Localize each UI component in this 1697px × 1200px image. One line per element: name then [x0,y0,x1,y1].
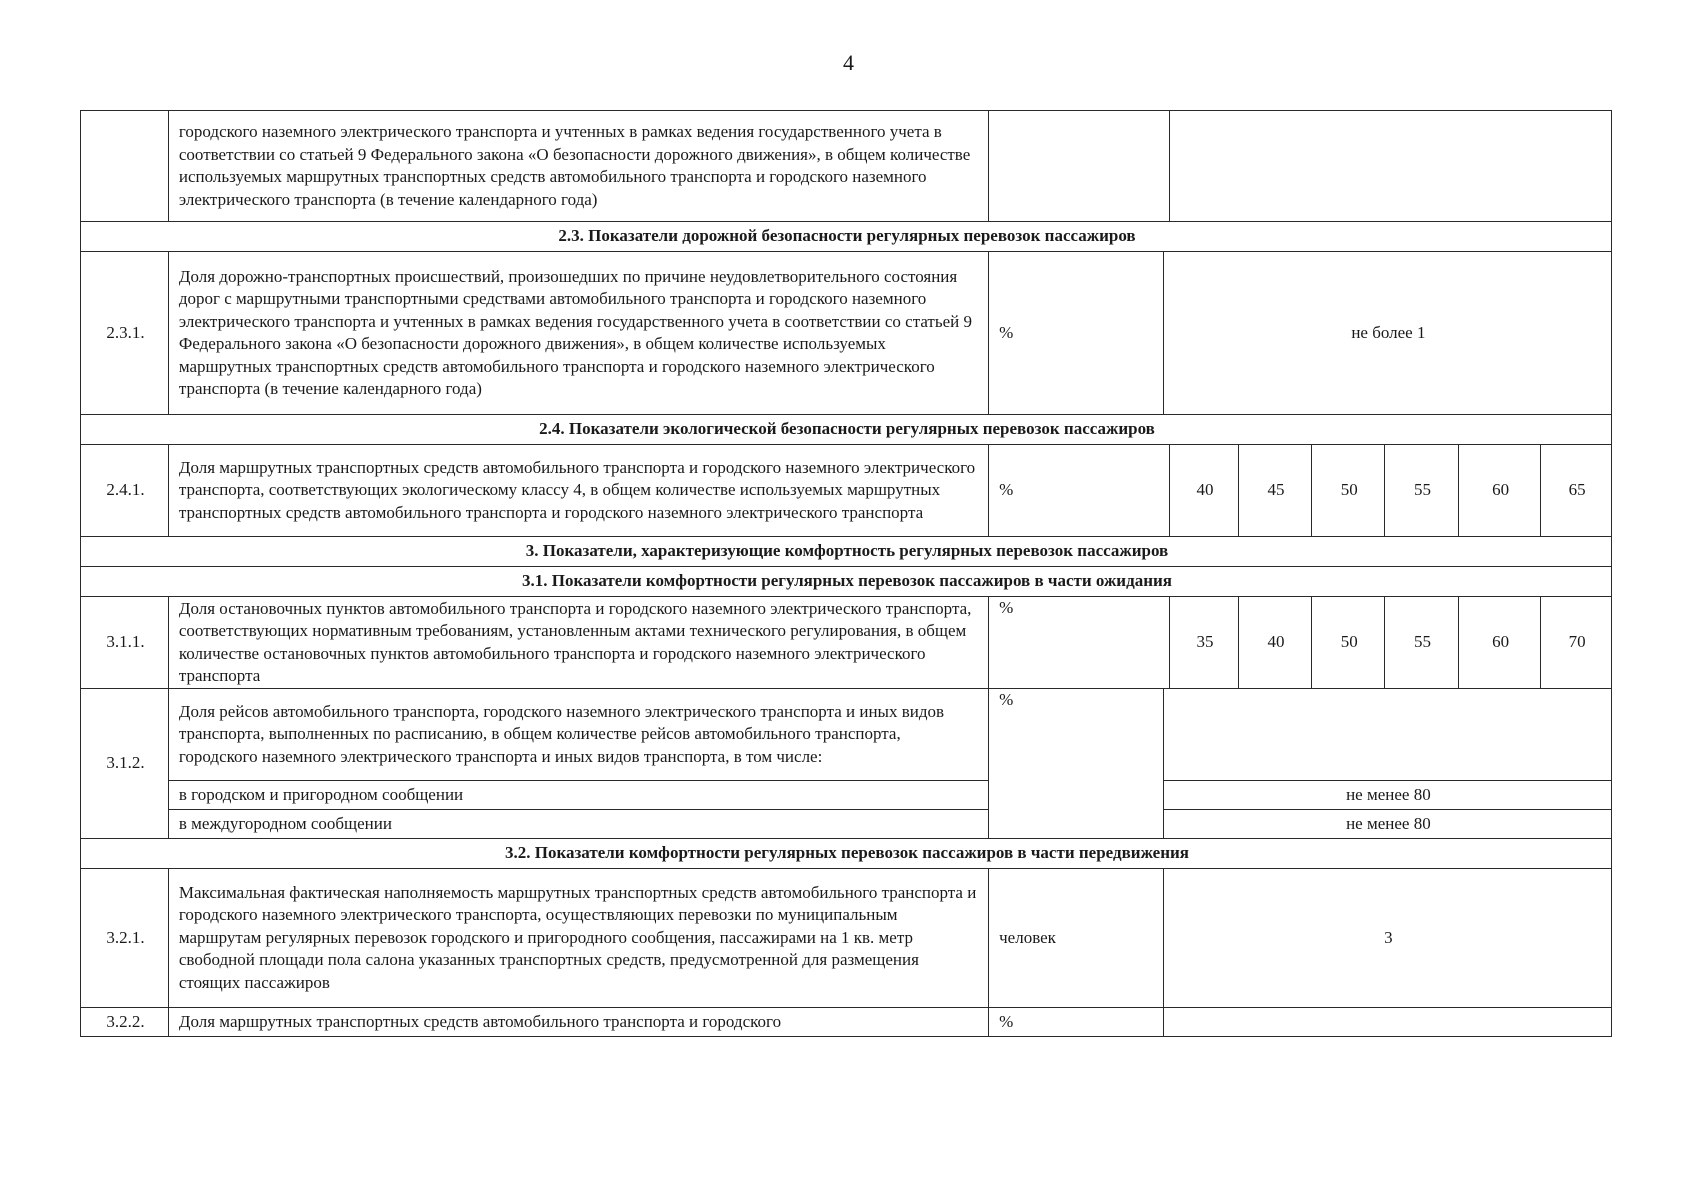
row-value: не более 1 [1163,252,1611,415]
section-heading: 3.2. Показатели комфортности регулярных перевозок пассажиров в части передвижения [81,839,1612,869]
year-value: 55 [1385,597,1459,689]
year-value: 40 [1238,597,1312,689]
section-header-row [81,567,1612,597]
row-description: Доля маршрутных транспортных средств автомобильного транспорта и городского [168,1008,988,1037]
row-description: Доля рейсов автомобильного транспорта, городского наземного электрического транспорта и иных видов транспорта, выполненных по расписанию, в общем количестве рейсов автомобильного транспорта, городского наземного электрического транспорта и иных видов транспорта, в том числе: [168,689,988,781]
table-row [81,111,1612,222]
year-value: 40 [1170,445,1238,537]
section-heading: 3. Показатели, характеризующие комфортность регулярных перевозок пассажиров [81,537,1612,567]
row-value [1163,1008,1611,1037]
row-unit: % [989,445,1170,537]
year-value: 70 [1541,597,1612,689]
row-description: Максимальная фактическая наполняемость маршрутных транспортных средств автомобильного транспорта и городского наземного электрического транспорта, осуществляющих перевозки по муниципальным маршрутам регулярных перевозок городского и пригородного сообщения, пассажирами на 1 кв. метр свободной площади пола салона указанных транспортных средств, предусмотренной для размещения стоящих пассажиров [168,869,988,1008]
row-description: Доля дорожно-транспортных происшествий, произошедших по причине неудовлетворительного состояния дорог с маршрутными транспортными средствами автомобильного транспорта и городского наземного электрического транспорта и учтенных в рамках ведения государственного учета в соответствии со статьей 9 Федерального закона «О безопасности дорожного движения», в общем количестве используемых маршрутных транспортных средств автомобильного транспорта и городского наземного электрического транспорта (в течение календарного года) [168,252,988,415]
table-row [81,597,1612,689]
section-header-row [81,537,1612,567]
row-unit: % [989,597,1170,689]
row-description: Доля остановочных пунктов автомобильного транспорта и городского наземного электрического транспорта, соответствующих нормативным требованиям, установленным актами технического регулирования, в общем количестве остановочных пунктов автомобильного транспорта и городского наземного электрического транспорта [168,597,988,689]
section-heading: 2.3. Показатели дорожной безопасности регулярных перевозок пассажиров [81,222,1612,252]
table-row [81,445,1612,537]
row-number: 2.4.1. [81,445,169,537]
table-row [81,869,1612,1008]
section-header-row [81,222,1612,252]
row-unit: человек [989,869,1164,1008]
section-heading: 3.1. Показатели комфортности регулярных перевозок пассажиров в части ожидания [81,567,1612,597]
section-header-row [81,839,1612,869]
row-number: 2.3.1. [81,252,169,415]
row-value: 3 [1163,869,1611,1008]
row-number-cell [81,111,169,222]
table-row [81,1008,1612,1037]
subrow-value: не менее 80 [1163,781,1611,810]
row-number: 3.2.2. [81,1008,169,1037]
indicators-table [80,110,1612,1037]
row-unit: % [989,252,1164,415]
year-value: 35 [1170,597,1238,689]
table-subrow [81,781,1612,810]
row-number: 3.2.1. [81,869,169,1008]
year-value: 60 [1458,597,1540,689]
table-subrow [81,810,1612,839]
row-number: 3.1.1. [81,597,169,689]
table-row [81,252,1612,415]
row-value [1163,689,1611,781]
subrow-description: в междугородном сообщении [168,810,988,839]
year-value: 60 [1458,445,1540,537]
row-description: городского наземного электрического транспорта и учтенных в рамках ведения государственного учета в соответствии со статьей 9 Федерального закона «О безопасности дорожного движения», в общем количестве используемых маршрутных транспортных средств автомобильного транспорта и городского наземного электрического транспорта (в течение календарного года) [168,111,988,222]
subrow-description: в городском и пригородном сообщении [168,781,988,810]
row-description: Доля маршрутных транспортных средств автомобильного транспорта и городского наземного электрического транспорта, соответствующих экологическому классу 4, в общем количестве используемых маршрутных транспортных средств автомобильного транспорта и городского наземного электрического транспорта [168,445,988,537]
row-unit [989,111,1170,222]
table-row [81,689,1612,781]
row-number: 3.1.2. [81,689,169,839]
year-value: 50 [1312,445,1385,537]
section-heading: 2.4. Показатели экологической безопасности регулярных перевозок пассажиров [81,415,1612,445]
row-unit: % [989,1008,1164,1037]
subrow-value: не менее 80 [1163,810,1611,839]
row-unit: % [989,689,1164,839]
year-value: 50 [1312,597,1385,689]
row-value [1170,111,1612,222]
page-number: 4 [843,50,854,75]
year-value: 65 [1541,445,1612,537]
section-header-row [81,415,1612,445]
year-value: 45 [1238,445,1312,537]
year-value: 55 [1385,445,1459,537]
